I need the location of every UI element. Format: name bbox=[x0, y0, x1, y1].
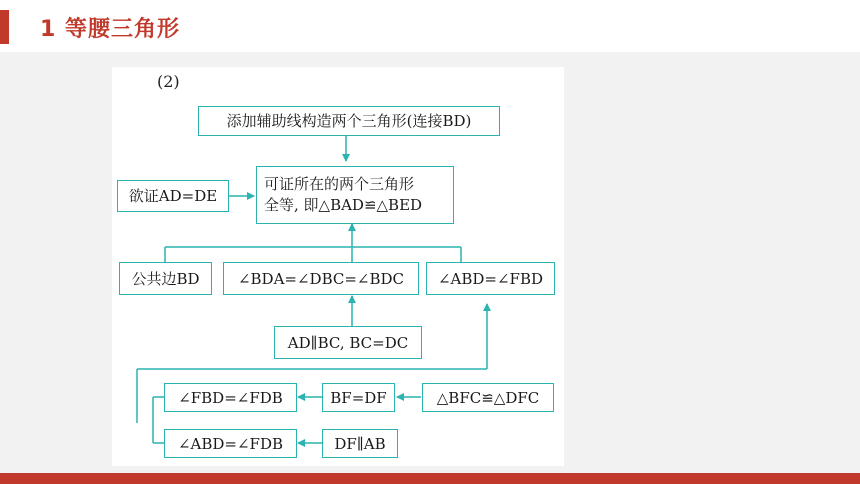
box-congruent-triangles bbox=[256, 166, 454, 224]
box-angles-abd-fbd: ∠ABD=∠FBD bbox=[426, 262, 555, 295]
center-text-line2: 全等, 即△BAD≌△BED bbox=[264, 196, 423, 214]
box-fbd-fdb: ∠FBD=∠FDB bbox=[164, 383, 297, 412]
box-triangles-congruent: △BFC≌△DFC bbox=[422, 383, 554, 412]
box-angles-bda: ∠BDA=∠DBC=∠BDC bbox=[223, 262, 419, 295]
figure-label: (2) bbox=[157, 72, 180, 91]
center-text-line1: 可证所在的两个三角形 bbox=[264, 175, 415, 193]
footer-accent-line bbox=[0, 473, 860, 484]
box-df-parallel-ab: DF∥AB bbox=[322, 429, 398, 458]
header-accent-bar bbox=[0, 10, 9, 44]
box-add-auxiliary-line: 添加辅助线构造两个三角形(连接BD) bbox=[198, 106, 500, 136]
box-common-side: 公共边BD bbox=[119, 262, 212, 295]
box-parallel-equal: AD∥BC, BC=DC bbox=[274, 326, 422, 359]
slide-title: 1 等腰三角形 bbox=[40, 17, 180, 42]
box-goal: 欲证AD=DE bbox=[117, 180, 229, 212]
slide-header bbox=[0, 0, 860, 52]
box-bf-df: BF=DF bbox=[322, 383, 395, 412]
box-abd-fdb: ∠ABD=∠FDB bbox=[164, 429, 297, 458]
proof-flowchart bbox=[112, 67, 564, 466]
